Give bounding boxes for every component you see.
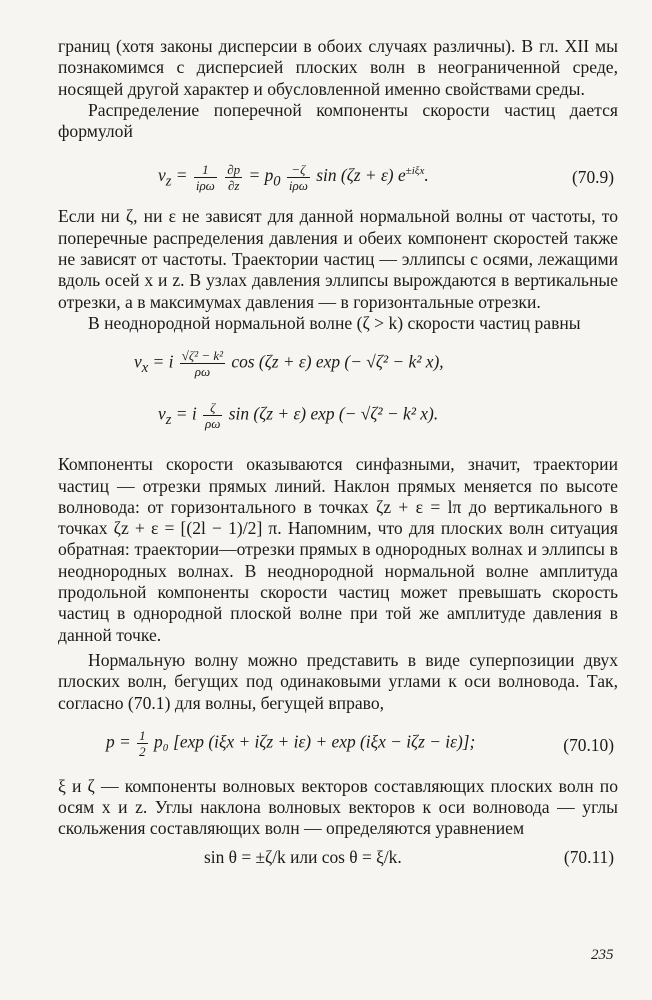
paragraph-4: В неоднородной нормальной волне (ζ > k) скорости частиц равны: [88, 312, 581, 333]
paragraph-2: Распределение поперечной компоненты скорости частиц дается формулой: [58, 99, 618, 142]
equation-70-9-body: $v_z$ = $\frac{1}{\text{iρω}}$ $\frac{\partial p}{\partial z}$ = $p_0$ $\frac{-\zeta}{\text{iρω}}$ sin (ζz + ε) $e^{\pm i\xi x}$.: [158, 161, 429, 193]
equation-70-9: [58, 142, 618, 200]
equation-number-70-10: (70.10): [563, 734, 614, 755]
page-number: 235: [591, 947, 614, 963]
paragraph-7: ξ и ζ — компоненты волновых векторов составляющих плоских волн по осям x и z. Углы наклона волновых векторов к оси волновода — углы скольжения составляющих волн — определяются уравнением: [58, 775, 618, 839]
page-body: [58, 36, 618, 872]
equation-number-70-9: (70.9): [571, 167, 614, 188]
equation-vx: $v_x = i$ $\frac{\text{√ζ² − k²}}{\rho\omega}$ cos (ζz + ε) exp (− √ζ² − k² x),: [134, 348, 444, 380]
equation-70-11: sin θ = ±ζ/k или cos θ = ξ/k. (70.11): [204, 846, 614, 867]
paragraph-5: Компоненты скорости оказываются синфазными, значит, траектории частиц — отрезки прямых линий. Наклон прямых меняется по высоте волновода: от горизонтального в точках ζz + ε = lπ до вертикального в точках ζz + ε = [(2l − 1)/2] π. Напомним, что для плоских волн ситуация обратная: траектории—отрезки прямых в однородных волнах и эллипсы в неоднородных волнах. В неоднородной нормальной волне амплитуда продольной компоненты скорости частиц может превышать скорость частиц в однородной плоской волне при той же амплитуде давления в данной точке.: [58, 454, 618, 645]
paragraph-1: границ (хотя законы дисперсии в обоих случаях различны). В гл. XII мы познакомимся с дисперсией плоских волн в неограниченной среде, носящей другой характер и обусловленной именно свойствами среды.: [58, 36, 618, 99]
equation-number-70-11: (70.11): [563, 846, 614, 867]
equation-70-10: p = $\frac{1}{2}$ p₀ [exp (iξx + iζz + iε) + exp (iξx − iζz − iε)]; (70.10): [106, 727, 614, 759]
paragraph-6: Нормальную волну можно представить в виде суперпозиции двух плоских волн, бегущих под одинаковыми углами к оси волновода. Так, согласно (70.1) для волны, бегущей вправо,: [58, 649, 618, 713]
paragraph-3: Если ни ζ, ни ε не зависят для данной нормальной волны от частоты, то поперечные распределения давления и обеих компонент скоростей также не зависят от частоты. Траектории частиц — эллипсы с осями, лежащими вдоль осей x и z. В узлах давления эллипсы вырождаются в вертикальные отрезки, а в максимумах давления — в горизонтальные отрезки.: [58, 206, 618, 312]
equation-vz: $v_z = i$ $\frac{\zeta}{\rho\omega}$ sin (ζz + ε) exp (− √ζ² − k² x).: [158, 400, 439, 432]
